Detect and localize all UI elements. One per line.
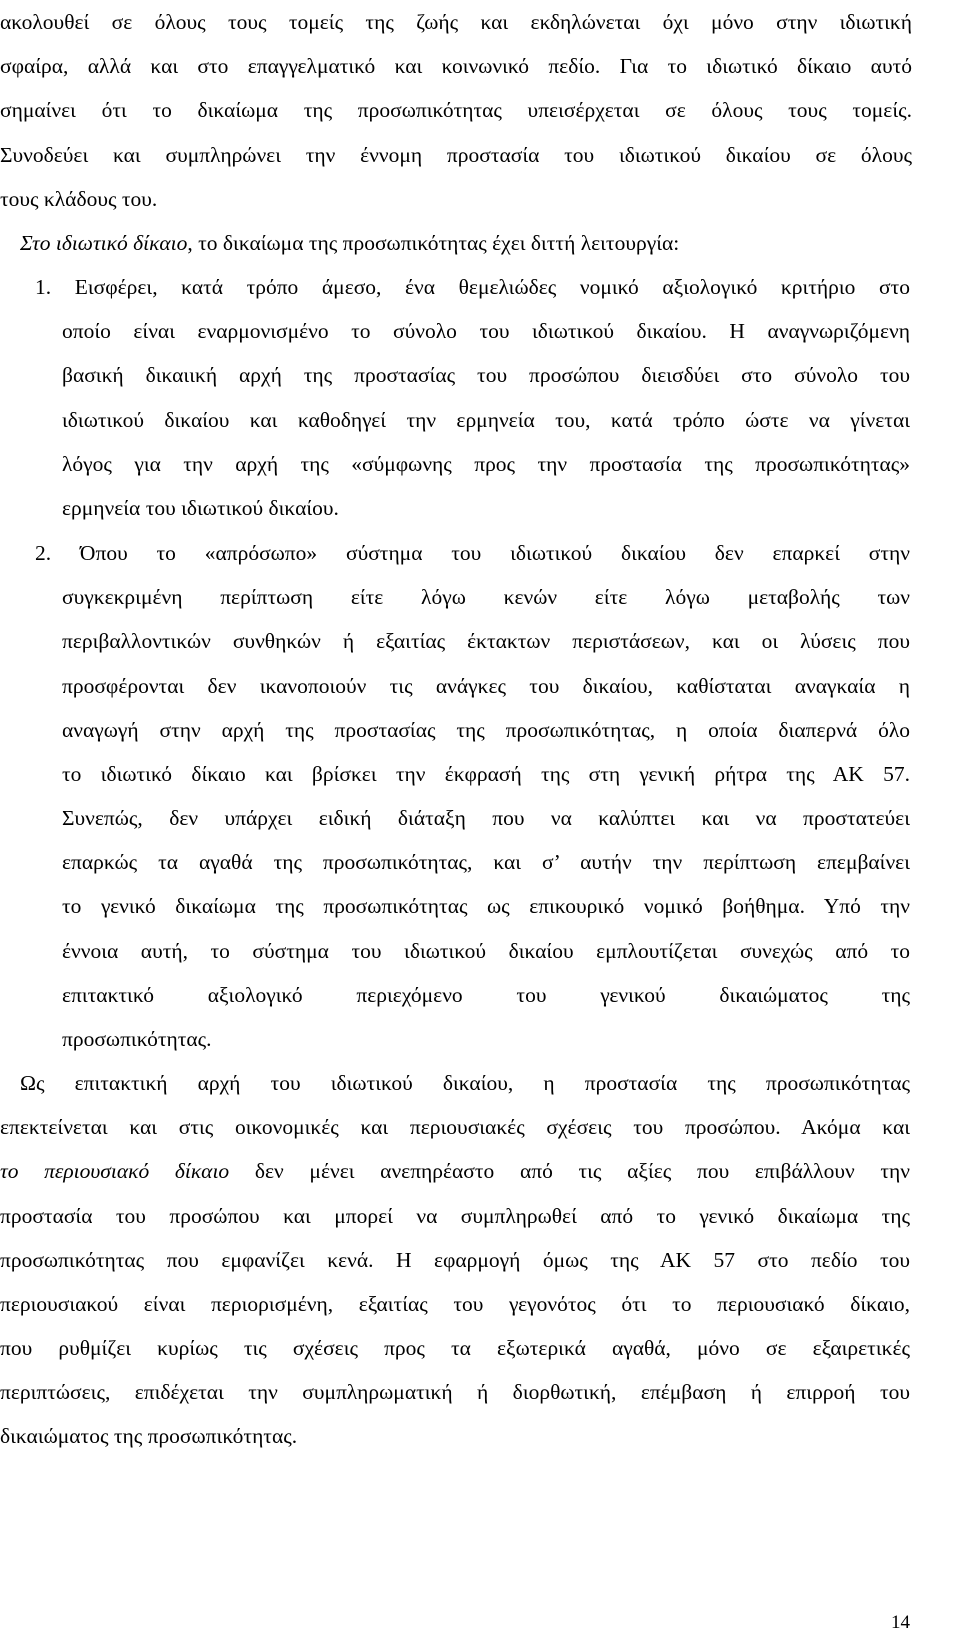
text-line: περιουσιακού είναι περιορισμένη, εξαιτίας του γεγονότος ότι το περιουσιακό δίκαιο, <box>0 1292 910 1316</box>
text-line: που ρυθμίζει κυρίως τις σχέσεις προς τα εξωτερικά αγαθά, μόνο σε εξαιρετικές <box>0 1336 910 1360</box>
text-line: τους κλάδους του. <box>0 187 158 211</box>
text-line: προσωπικότητας που εμφανίζει κενά. Η εφαρμογή όμως της ΑΚ 57 στο πεδίο του <box>0 1248 910 1272</box>
text-line: έννοια αυτή, το σύστημα του ιδιωτικού δικαίου εμπλουτίζεται συνεχώς από το <box>62 939 910 963</box>
italic-term: Στο ιδιωτικό δίκαιο <box>20 231 188 255</box>
text-line: προσφέρονται δεν ικανοποιούν τις ανάγκες του δικαίου, καθίσταται αναγκαία η <box>62 674 910 698</box>
text-line: 2. Όπου το «απρόσωπο» σύστημα του ιδιωτικού δικαίου δεν επαρκεί στην <box>35 541 910 565</box>
text-line: Ως επιτακτική αρχή του ιδιωτικού δικαίου, η προστασία της προσωπικότητας <box>20 1071 910 1095</box>
text-line: λόγος για την αρχή της «σύμφωνης προς την προστασία της προσωπικότητας» <box>62 452 910 476</box>
text-line: προστασία του προσώπου και μπορεί να συμπληρωθεί από το γενικό δικαίωμα της <box>0 1204 910 1228</box>
text-line: προσωπικότητας. <box>62 1027 212 1051</box>
text-line: επαρκώς τα αγαθά της προσωπικότητας, και σ’ αυτήν την περίπτωση επεμβαίνει <box>62 850 910 874</box>
text-line: περιπτώσεις, επιδέχεται την συμπληρωματική ή διορθωτική, επέμβαση ή επιρροή του <box>0 1380 910 1404</box>
text-line: δικαιώματος της προσωπικότητας. <box>0 1424 298 1448</box>
text-line: το ιδιωτικό δίκαιο και βρίσκει την έκφρασή της στη γενική ρήτρα της ΑΚ 57. <box>62 762 910 786</box>
text-line: επεκτείνεται και στις οικονομικές και περιουσιακές σχέσεις του προσώπου. Ακόμα και <box>0 1115 910 1139</box>
text-line <box>0 1149 910 1193</box>
text-line: Συνεπώς, δεν υπάρχει ειδική διάταξη που να καλύπτει και να προστατεύει <box>62 806 910 830</box>
page-number: 14 <box>891 1612 910 1633</box>
text-line: αναγωγή στην αρχή της προστασίας της προσωπικότητας, η οποία διαπερνά όλο <box>62 718 910 742</box>
text-line: οποίο είναι εναρμονισμένο το σύνολο του ιδιωτικού δικαίου. Η αναγνωριζόμενη <box>62 319 910 343</box>
text-line: ερμηνεία του ιδιωτικού δικαίου. <box>62 496 339 520</box>
text-line: το γενικό δικαίωμα της προσωπικότητας ως επικουρικό νομικό βοήθημα. Υπό την <box>62 894 910 918</box>
text-span: , το δικαίωμα της προσωπικότητας έχει διττή λειτουργία: <box>187 231 680 255</box>
text-span: δεν μένει ανεπηρέαστο από τις αξίες που επιβάλλουν την <box>229 1159 911 1183</box>
italic-term: το περιουσιακό δίκαιο <box>0 1159 230 1183</box>
text-line: περιβαλλοντικών συνθηκών ή εξαιτίας έκτακτων περιστάσεων, και οι λύσεις που <box>62 629 910 653</box>
text-line: Συνοδεύει και συμπληρώνει την έννομη προστασία του ιδιωτικού δικαίου σε όλους <box>0 143 912 167</box>
text-line: επιτακτικό αξιολογικό περιεχόμενο του γενικού δικαιώματος της <box>62 983 910 1007</box>
text-line: συγκεκριμένη περίπτωση είτε λόγω κενών είτε λόγω μεταβολής των <box>62 585 910 609</box>
text-line: βασική δικαιική αρχή της προστασίας του προσώπου διεισδύει στο σύνολο του <box>62 363 910 387</box>
paragraph-double-function <box>20 221 679 265</box>
text-line: 1. Εισφέρει, κατά τρόπο άμεσο, ένα θεμελιώδες νομικό αξιολογικό κριτήριο στο <box>35 275 910 299</box>
text-line: ιδιωτικού δικαίου και καθοδηγεί την ερμηνεία του, κατά τρόπο ώστε να γίνεται <box>62 408 910 432</box>
text-line: σφαίρα, αλλά και στο επαγγελματικό και κοινωνικό πεδίο. Για το ιδιωτικό δίκαιο αυτό <box>0 54 912 78</box>
text-line: σημαίνει ότι το δικαίωμα της προσωπικότητας υπεισέρχεται σε όλους τους τομείς. <box>0 98 912 122</box>
text-line: ακολουθεί σε όλους τους τομείς της ζωής και εκδηλώνεται όχι μόνο στην ιδιωτική <box>0 10 912 34</box>
